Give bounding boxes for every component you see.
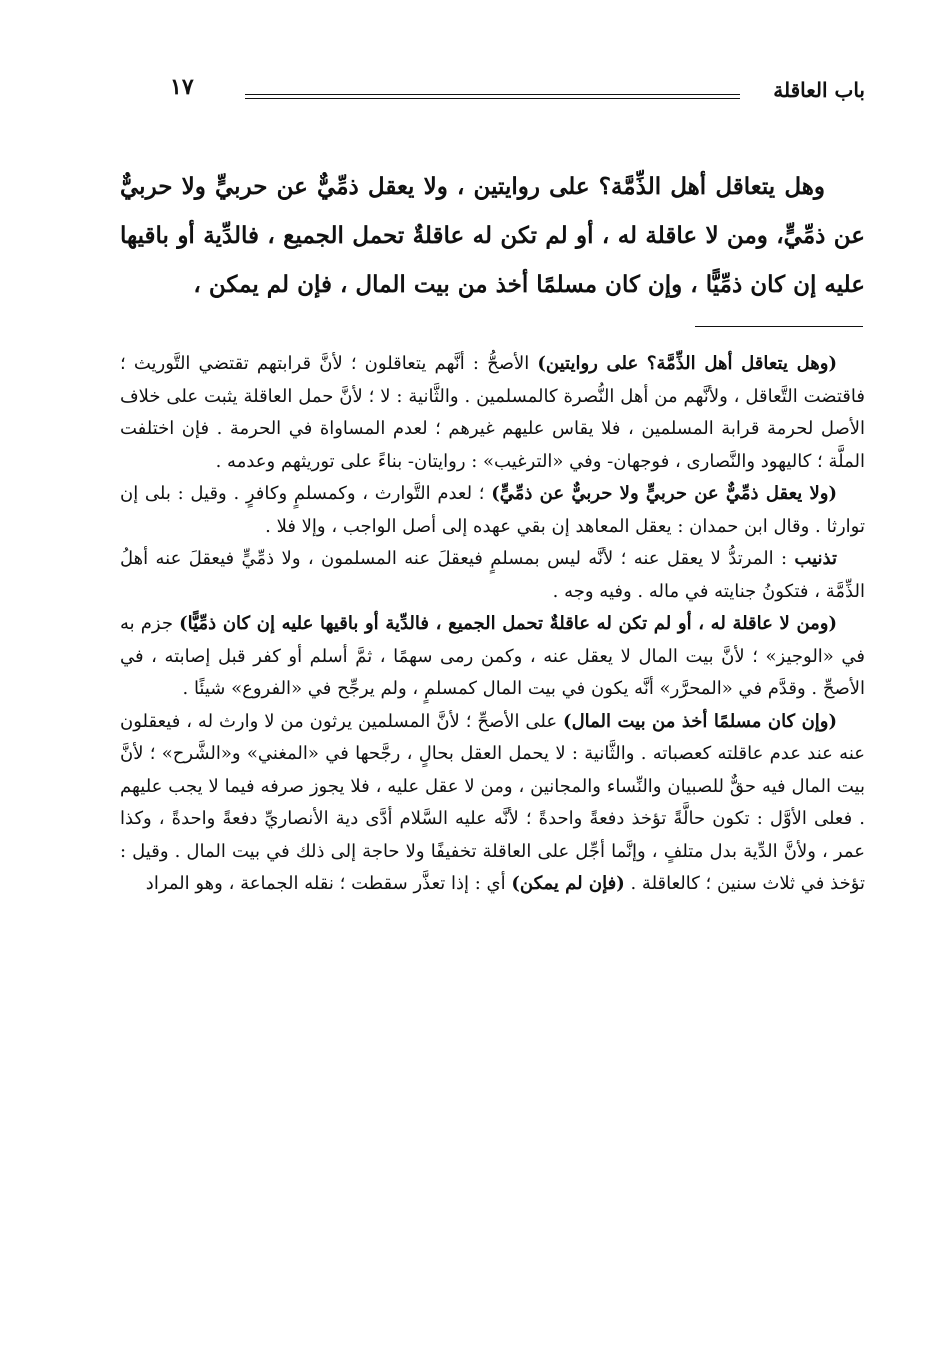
- commentary-lemma: (ولا يعقل ذمِّيٌّ عن حربيٍّ ولا حربيٌّ عن ذمِّيٍّ): [491, 483, 837, 504]
- commentary-paragraph: [120, 608, 865, 706]
- commentary-lemma: (فإن لم يمكن): [511, 873, 625, 894]
- commentary-lemma: (وإن كان مسلمًا أخذ من بيت المال): [563, 710, 838, 732]
- commentary-text: أي : إذا تعذَّر سقطت ؛ نقله الجماعة ، وهو المراد: [145, 873, 512, 894]
- commentary-lemma: (وهل يتعاقل أهل الذِّمَّة؟ على روايتين): [537, 353, 837, 374]
- commentary-paragraph: [120, 348, 865, 478]
- tadhyeel-label: تذنيب: [794, 548, 837, 569]
- commentary-paragraph: [120, 543, 865, 608]
- commentary-text: : المرتدُّ لا يعقل عنه ؛ لأنَّه ليس بمسلمٍ فيعقلَ عنه المسلمون ، ولا ذمِّيٍّ فيعقلَ عنه أهلُ الذِّمَّة ، فتكونُ جنايته في ماله . وفيه وجه .: [120, 548, 865, 602]
- commentary-text: جزم به في «الوجيز» ؛ لأنَّ بيت المال لا يعقل عنه ، وكمن رمى سهمًا ، ثمَّ أسلم أو كفر قبل إصابته ، في الأصحِّ . وقدَّم في «المحرَّر» أنَّه يكون في بيت المال كمسلمٍ ، ولم يرجِّح في «الفروع» شيئًا .: [120, 613, 865, 699]
- commentary-text: الأصحُّ : أنَّهم يتعاقلون ؛ لأنَّ قرابتهم تقتضي التَّوريث ؛ فاقتضت التَّعاقل ، ولأنَّهم من أهل النُّصرة كالمسلمين . والثَّانية : لا ؛ لأنَّ حمل العاقلة يثبت على خلاف الأصل لحرمة قرابة المسلمين ، فلا يقاس عليهم غيرهم ؛ لعدم المساواة في الحرمة . فإن اختلفت الملَّة ؛ كاليهود والنَّصارى ، فوجهان- وفي «الترغيب» : روايتان- بناءً على توريثهم وعدمه .: [120, 353, 865, 472]
- commentary-text: ؛ لعدم التَّوارث ، وكمسلمٍ وكافرٍ . وقيل : بلى إن توارثا . وقال ابن حمدان : يعقل المعاهد إن بقي عهده إلى أصل الواجب ، وإلا فلا .: [120, 483, 865, 537]
- main-text: [120, 162, 865, 309]
- header-rule: [245, 94, 740, 99]
- commentary: [120, 348, 865, 901]
- page-header: [160, 72, 865, 112]
- commentary-paragraph: [120, 478, 865, 543]
- running-title: باب العاقلة: [773, 78, 865, 102]
- commentary-text: على الأصحِّ ؛ لأنَّ المسلمين يرثون من لا وارث له ، فيعقلون عنه عند عدم عاقلته كعصباته . والثَّانية : لا يحمل العقل بحالٍ ، رجَّحها في «المغني» و«الشَّرح» ؛ لأنَّ بيت المال فيه حقٌّ للصبيان والنِّساء والمجانين ، ومن لا عقل عليه ، فلا يجوز صرفه فيما لا يجب عليهم . فعلى الأوَّل : تكون حالَّةً تؤخذ دفعةً واحدةً ؛ لأنَّه عليه السَّلام أدَّى دية الأنصاريِّ دفعةً واحدةً ، وكذا عمر ، ولأنَّ الدِّية بدل متلفٍ ، وإنَّما أجِّل على العاقلة تخفيفًا ولا حاجة إلى ذلك في بيت المال . وقيل : تؤخذ في ثلاث سنين ؛ كالعاقلة .: [120, 710, 865, 894]
- commentary-lemma: (ومن لا عاقلة له ، أو لم تكن له عاقلةٌ تحمل الجميع ، فالدِّية أو باقيها عليه إن كان ذمِّيًّا): [179, 613, 838, 634]
- page-number: ١٧: [170, 74, 194, 100]
- footnote-separator: [695, 326, 863, 327]
- main-text-paragraph: وهل يتعاقل أهل الذِّمَّة؟ على روايتين ، ولا يعقل ذمِّيٌّ عن حربيٍّ ولا حربيٌّ عن ذمِّيٍّ، ومن لا عاقلة له ، أو لم تكن له عاقلةٌ تحمل الجميع ، فالدِّية أو باقيها عليه إن كان ذمِّيًّا ، وإن كان مسلمًا أخذ من بيت المال ، فإن لم يمكن ،: [120, 173, 865, 298]
- commentary-paragraph: [120, 706, 865, 901]
